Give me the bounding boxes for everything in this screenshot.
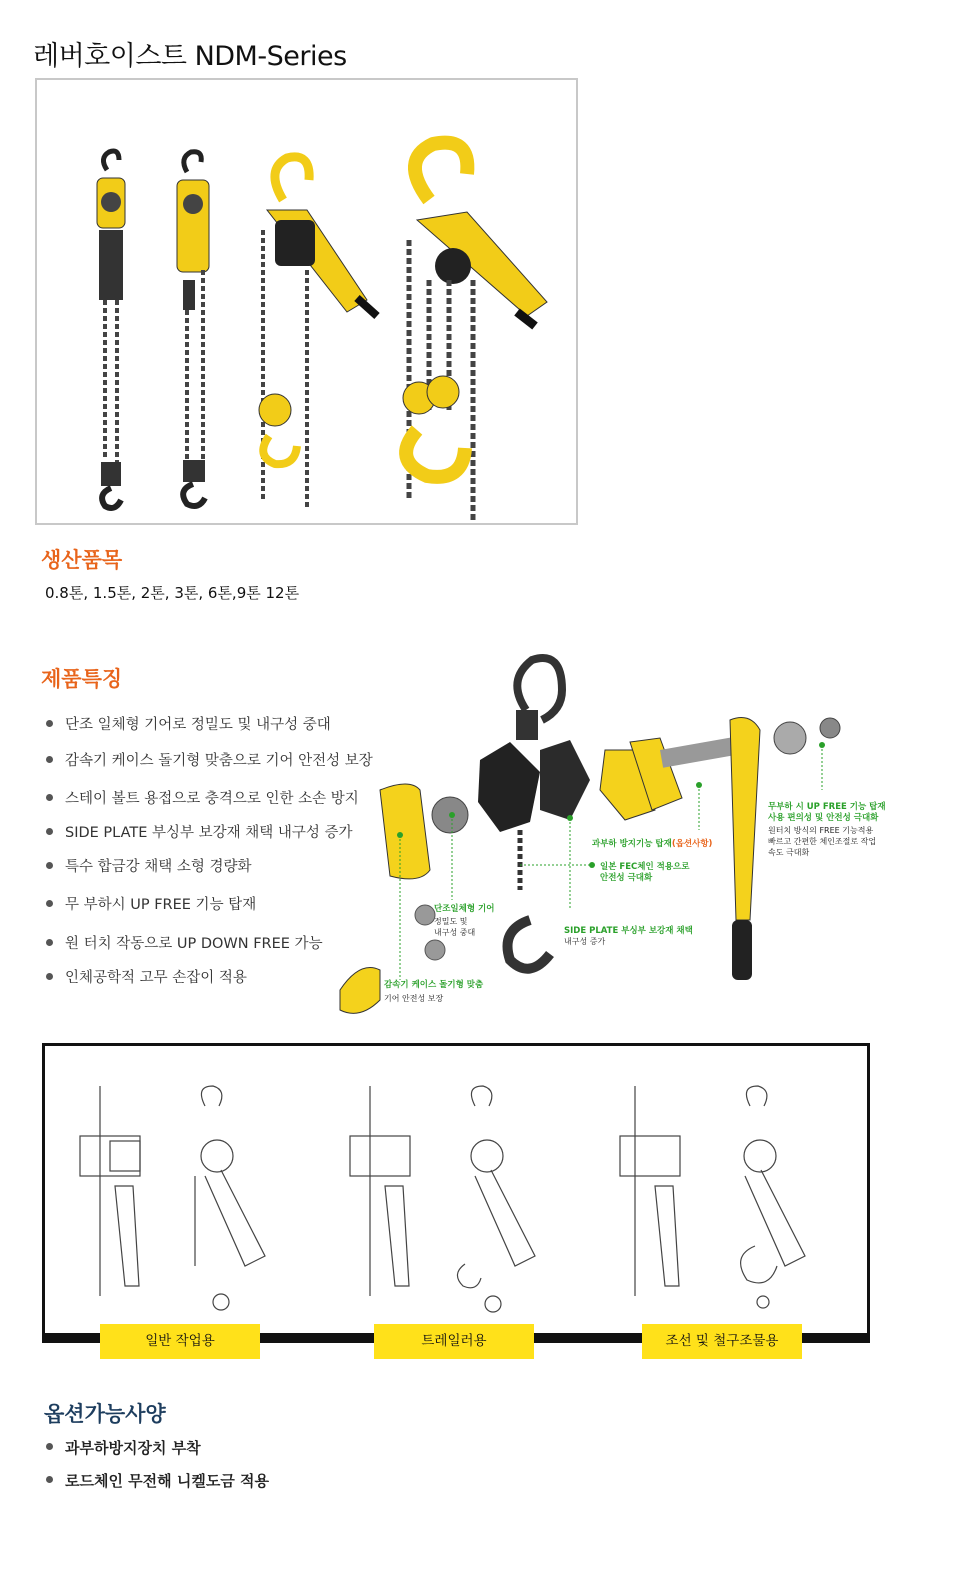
application-drawings <box>42 1043 870 1343</box>
gear-sub-2: 내구성 중대 <box>434 928 476 937</box>
upfree-sub-1: 원터치 방식의 FREE 기능적용 <box>768 826 874 835</box>
upfree-label-2: 사용 편의성 및 안전성 극대화 <box>768 813 879 823</box>
production-items: 0.8톤, 1.5톤, 2톤, 3톤, 6톤,9톤 12톤 <box>45 584 300 602</box>
feature-item: 단조 일체형 기어로 정밀도 및 내구성 중대 <box>46 713 331 734</box>
application-tag-trailer: 트레일러용 <box>374 1324 534 1359</box>
feature-item: 스테이 볼트 용접으로 충격으로 인한 소손 방지 <box>46 787 359 808</box>
feature-item: 인체공학적 고무 손잡이 적용 <box>46 966 247 987</box>
hoist-15t-illustration <box>177 152 209 506</box>
drawing-trailer <box>350 1086 535 1312</box>
option-item: 로드체인 무전해 니켈도금 적용 <box>46 1470 269 1491</box>
exploded-diagram <box>330 650 890 1030</box>
bullet-icon <box>46 1443 53 1450</box>
upfree-sub-2: 빠르고 간편한 체인조절로 작업 <box>768 837 877 846</box>
feature-item: 특수 합금강 채택 소형 경량화 <box>46 855 252 876</box>
hoist-lineup-illustration <box>37 80 576 523</box>
bullet-icon <box>46 900 53 907</box>
case-sub: 기어 안전성 보장 <box>384 994 444 1003</box>
case-label: 감속기 케이스 돌기형 맞춤 <box>384 980 484 990</box>
bullet-icon <box>46 973 53 980</box>
hoist-3t-illustration <box>259 157 377 510</box>
hoist-08t-illustration <box>97 151 125 508</box>
bullet-icon <box>46 862 53 869</box>
upfree-label: 무부하 시 UP FREE 기능 탑재 <box>768 802 886 812</box>
page-title: 레버호이스트 NDM-Series <box>33 41 347 72</box>
upfree-sub-3: 속도 극대화 <box>768 848 810 857</box>
bullet-icon <box>46 756 53 763</box>
overload-label: 과부하 방지기능 탑재(옵션사항) <box>592 839 713 849</box>
drawing-shipbuilding <box>620 1086 805 1308</box>
gear-sub-1: 정밀도 및 <box>434 917 468 926</box>
feature-item: SIDE PLATE 부싱부 보강재 채택 내구성 증가 <box>46 821 353 842</box>
bullet-icon <box>46 794 53 801</box>
hoist-12t-illustration <box>403 143 547 520</box>
application-tag-shipbuilding: 조선 및 철구조물용 <box>642 1324 802 1359</box>
bullet-icon <box>46 720 53 727</box>
features-heading: 제품특징 <box>41 667 123 691</box>
side-plate-sub: 내구성 증가 <box>564 937 606 946</box>
product-photo <box>35 78 578 525</box>
drawing-general <box>80 1086 265 1310</box>
hoist-line-drawings <box>45 1046 867 1333</box>
feature-item: 감속기 케이스 돌기형 맞춤으로 기어 안전성 보장 <box>46 749 373 770</box>
application-tag-general: 일반 작업용 <box>100 1324 260 1359</box>
option-item: 과부하방지장치 부착 <box>46 1437 201 1458</box>
options-heading: 옵션가능사양 <box>44 1402 166 1426</box>
production-heading: 생산품목 <box>41 548 123 572</box>
fec-chain-label: 일본 FEC체인 적용으로 <box>600 862 690 872</box>
feature-item: 원 터치 작동으로 UP DOWN FREE 가능 <box>46 932 323 953</box>
bullet-icon <box>46 1476 53 1483</box>
feature-item: 무 부하시 UP FREE 기능 탑재 <box>46 893 256 914</box>
bullet-icon <box>46 939 53 946</box>
side-plate-label: SIDE PLATE 부싱부 보강재 채택 <box>564 926 693 936</box>
bullet-icon <box>46 828 53 835</box>
gear-label: 단조일체형 기어 <box>434 904 495 914</box>
fec-chain-label-2: 안전성 극대화 <box>600 873 653 883</box>
